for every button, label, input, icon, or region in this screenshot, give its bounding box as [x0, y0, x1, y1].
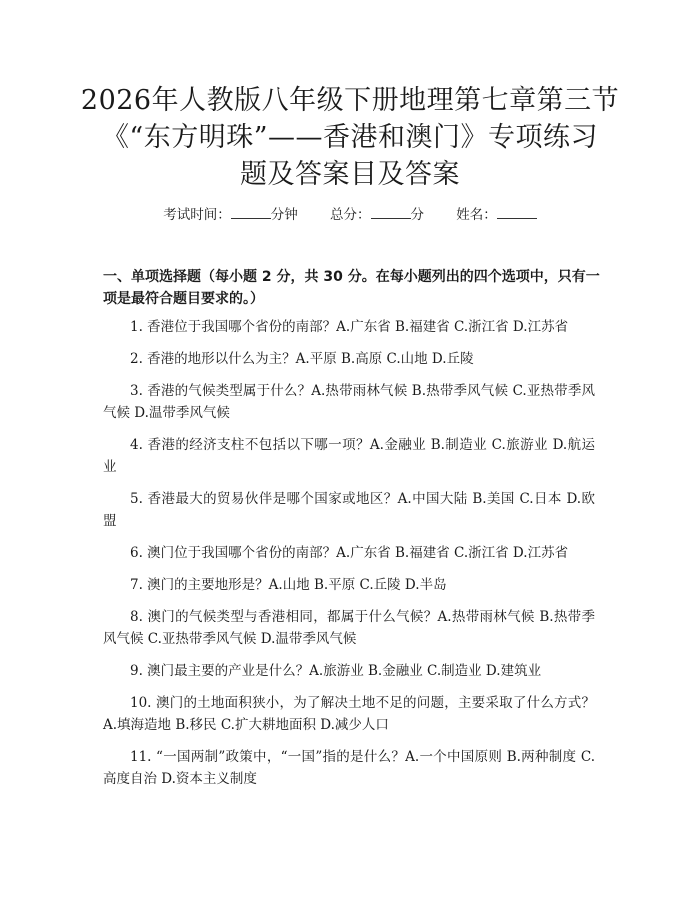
- question-item: 9. 澳门最主要的产业是什么？A.旅游业 B.金融业 C.制造业 D.建筑业: [130, 663, 542, 679]
- document-title: [60, 82, 640, 193]
- title-line: 2026年人教版八年级下册地理第七章第三节: [80, 85, 620, 116]
- student-name-blank: [497, 205, 537, 219]
- exam-time-unit: 分钟: [270, 207, 298, 223]
- total-score-unit: 分: [410, 207, 424, 223]
- title-line: 《“东方明珠”——香港和澳门》专项练习: [101, 122, 599, 153]
- question-item: 2. 香港的地形以什么为主？A.平原 B.高原 C.山地 D.丘陵: [130, 351, 474, 367]
- question-item: 4. 香港的经济支柱不包括以下哪一项？A.金融业 B.制造业 C.旅游业 D.航运业: [103, 437, 595, 475]
- question-list: [103, 316, 595, 800]
- question-item: 8. 澳门的气候类型与香港相同，都属于什么气候？A.热带雨林气候 B.热带季风气候 C.亚热带季风气候 D.温带季风气候: [103, 609, 595, 647]
- total-score: [330, 205, 424, 225]
- exam-time-label: 考试时间：: [163, 207, 231, 223]
- question-item: 7. 澳门的主要地形是？A.山地 B.平原 C.丘陵 D.半岛: [130, 577, 447, 593]
- section-heading: 一、单项选择题（每小题 2 分，共 30 分。在每小题列出的四个选项中，只有一项是最符合题目要求的。）: [103, 269, 600, 307]
- total-score-blank: [371, 205, 411, 219]
- student-name: [456, 205, 537, 225]
- question-item: 5. 香港最大的贸易伙伴是哪个国家或地区？A.中国大陆 B.美国 C.日本 D.欧盟: [103, 491, 595, 529]
- question-item: 10. 澳门的土地面积狭小，为了解决土地不足的问题，主要采取了什么方式？A.填海造地 B.移民 C.扩大耕地面积 D.减少人口: [103, 695, 595, 733]
- exam-info-line: [0, 205, 700, 225]
- exam-time: [163, 205, 298, 225]
- exam-time-blank: [231, 205, 271, 219]
- question-item: 3. 香港的气候类型属于什么？A.热带雨林气候 B.热带季风气候 C.亚热带季风气候 D.温带季风气候: [103, 383, 595, 421]
- question-item: 1. 香港位于我国哪个省份的南部？A.广东省 B.福建省 C.浙江省 D.江苏省: [130, 319, 569, 335]
- total-score-label: 总分：: [330, 207, 371, 223]
- title-line: 题及答案目及答案: [240, 159, 460, 190]
- student-name-label: 姓名：: [456, 207, 497, 223]
- question-item: 11. “一国两制”政策中，“一国”指的是什么？A.一个中国原则 B.两种制度 C.高度自治 D.资本主义制度: [103, 749, 595, 787]
- question-item: 6. 澳门位于我国哪个省份的南部？A.广东省 B.福建省 C.浙江省 D.江苏省: [130, 545, 569, 561]
